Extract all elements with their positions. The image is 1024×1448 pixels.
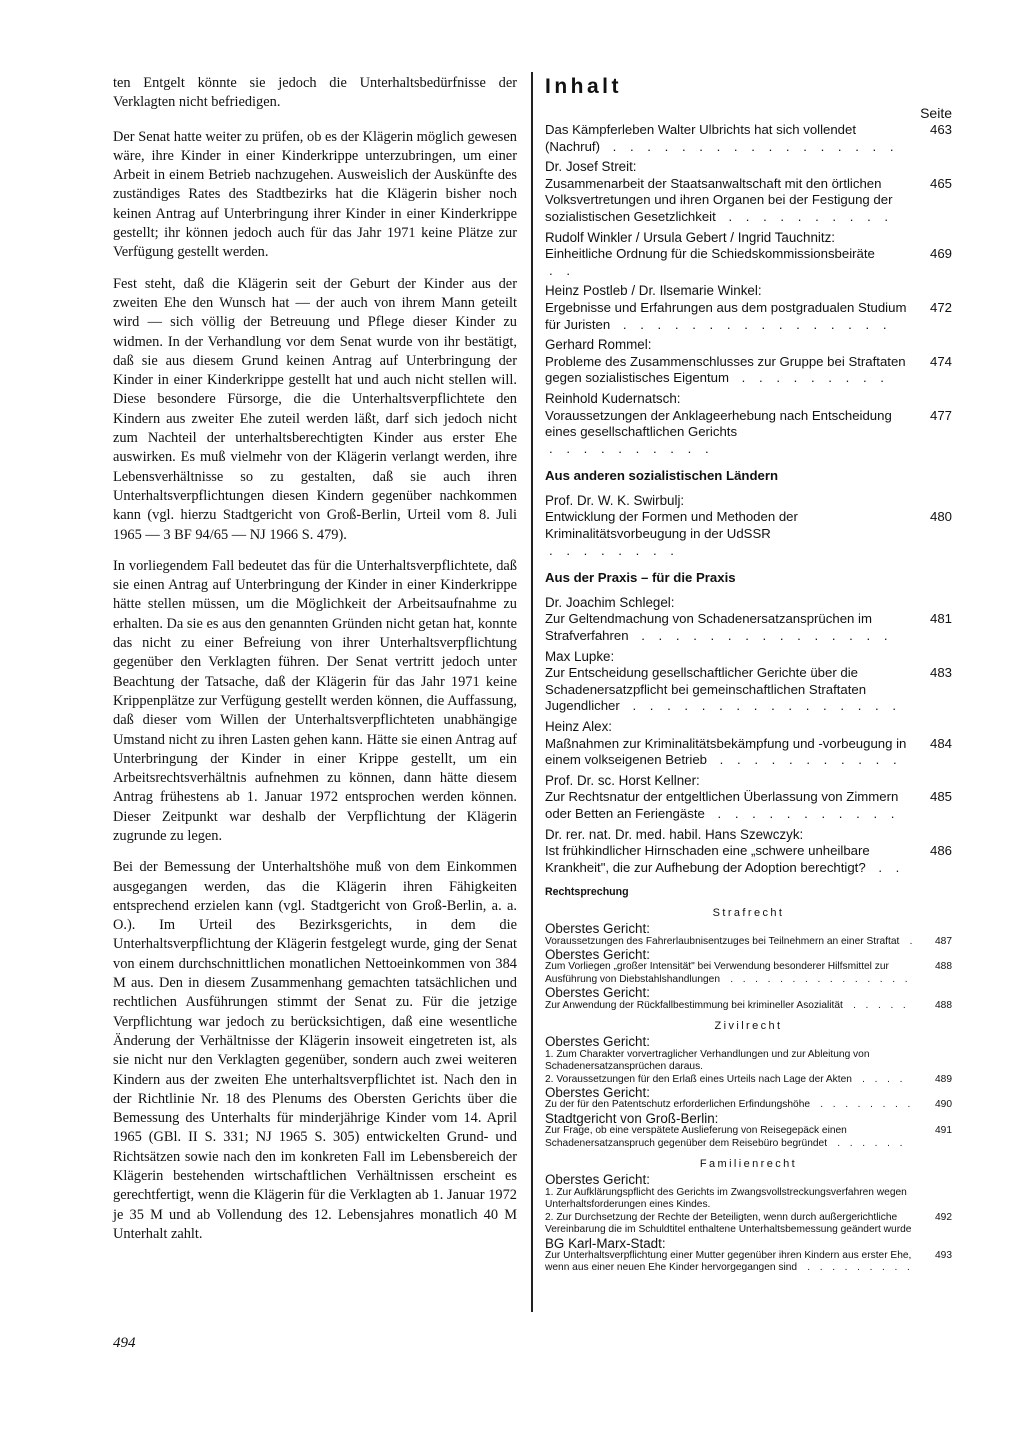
toc-entry-page: 488 xyxy=(935,999,952,1011)
toc-entry-page: 490 xyxy=(935,1099,952,1111)
toc-entry-title: Voraussetzungen der Anklageerhebung nach Entscheidung eines gesellschaftlichen Gerichts xyxy=(545,407,892,440)
toc-page-column-label: Seite xyxy=(920,105,952,121)
dot-leader: . . . . . . . . . . . . . . . . xyxy=(623,698,902,714)
toc-entry-author: Oberstes Gericht: xyxy=(545,921,650,937)
toc-entry-title-line xyxy=(545,246,952,279)
dot-leader: . . . . . . . . . . . . . . . xyxy=(724,973,911,985)
toc-entry xyxy=(545,827,952,877)
toc-entry-page: 484 xyxy=(929,735,952,751)
dot-leader: . . . . . . . . xyxy=(549,542,679,558)
toc-entry-author: Prof. Dr. W. K. Swirbulj: xyxy=(545,492,685,508)
toc-entry-author: Heinz Alex: xyxy=(545,719,612,734)
toc-zivilrecht-entries xyxy=(545,1036,952,1150)
toc-entry-title-line xyxy=(545,176,952,226)
toc-entry-author: Dr. Josef Streit: xyxy=(545,159,637,175)
toc-entry xyxy=(545,230,952,280)
toc-entry-page: 491 xyxy=(935,1125,952,1137)
toc-entry-title-line xyxy=(545,665,952,715)
paragraph: Bei der Bemessung der Unterhaltshöhe muß von dem Einkommen ausgegangen werden, das die Klägerin ihren Fähigkeiten entsprechend erzielen kann (vgl. Stadtgericht von Groß-Berlin, a. a. O.). Im Urteil des Bezirksgerichts, in dem die Unterhaltsverpflichtung der Klägerin festgelegt wurde, ging der Senat von einem durchschnittlichen monatlichen Nettoeinkommen von 384 M aus. Den in diesem Zusammenhang gemachten tatsächlichen und rechtlichen Ausführungen stimmt der Senat zu. Für die jetzige Verpflichtung war jedoch zu berücksichtigen, daß eine wesentliche Änderung der Verhältnisse der Klägerin insoweit eingetreten ist, als sie nicht nur den Verklagten gegenüber, sondern auch zwei weiteren Kindern aus der zweiten Ehe unterhaltsverpflichtet ist. Nach den in der Richtlinie Nr. 18 des Plenums des Obersten Gerichts über die Bemessung des Unterhalts für minderjährige Kinder vom 14. April 1965 (GBl. II S. 331; NJ 1965 S. 305) entwickelten Grund- und Richtsätzen sowie nach den im konkreten Fall im Lebensbereich der Klägerin bestehenden wirtschaftlichen Verhältnissen erscheint es gerechtfertigt, wenn die Klägerin für die Verklagten ab 1. Januar 1972 je 35 M und ab Vollendung des 12. Lebensjahres monatlich 40 M Unterhalt zahlt. xyxy=(113,859,517,1242)
dot-leader: . . . . xyxy=(855,1073,906,1085)
section-heading-rechtsprechung: Rechtsprechung xyxy=(545,886,629,899)
toc-entry xyxy=(545,493,952,559)
toc-entry-page: 493 xyxy=(935,1249,952,1261)
toc-entry xyxy=(545,946,952,986)
toc-entry-title-line xyxy=(545,961,952,986)
toc-entry-title-line xyxy=(545,1125,952,1150)
toc-entry-page: 486 xyxy=(929,843,952,859)
toc-entry xyxy=(545,122,952,155)
toc-entry-title: 1. Zur Aufklärungspflicht des Gerichts im Zwangsvollstreckungsverfahren wegen Unterhaltsforderungen eines Kindes. xyxy=(545,1186,907,1211)
dot-leader: . . . . . xyxy=(846,999,910,1011)
toc-entry-author: Dr. rer. nat. Dr. med. habil. Hans Szewczyk: xyxy=(545,826,804,842)
toc-entry-author: Heinz Postleb / Dr. Ilsemarie Winkel: xyxy=(545,283,762,299)
toc-entry-author: Oberstes Gericht: xyxy=(545,1085,650,1101)
toc-entry-title-line xyxy=(545,789,952,822)
toc-entry-title: Zum Vorliegen „großer Intensität" bei Verwendung besonderer Hilfsmittel zur Ausführung von Diebstahlshandlungen xyxy=(545,961,889,985)
toc-entry-author: Gerhard Rommel: xyxy=(545,337,652,353)
toc-entry xyxy=(545,1110,952,1150)
dot-leader: . . . . . . . . . . xyxy=(549,440,714,456)
toc-entry-author: Rudolf Winkler / Ursula Gebert / Ingrid Tauchnitz: xyxy=(545,229,836,245)
subheading-zivilrecht: Zivilrecht xyxy=(714,1020,783,1032)
toc-entry-page: 477 xyxy=(929,407,952,423)
toc-entry-page: 472 xyxy=(929,299,952,315)
toc-entry-title: Ergebnisse und Erfahrungen aus dem postgradualen Studium für Juristen xyxy=(545,299,907,332)
dot-leader: . . . . . . . . xyxy=(814,1099,914,1111)
dot-leader: . . xyxy=(869,859,905,875)
toc-laender-entries xyxy=(545,493,952,559)
toc-entry-title-line xyxy=(545,736,952,769)
section-heading-laender: Aus anderen sozialistischen Ländern xyxy=(545,468,779,484)
toc-entry-title: Einheitliche Ordnung für die Schiedskommissionsbeiräte xyxy=(545,246,875,262)
column-divider xyxy=(531,72,533,1312)
toc-entry xyxy=(545,1087,952,1112)
toc-entry-title-line xyxy=(545,300,952,333)
toc-entry-author: Oberstes Gericht: xyxy=(545,985,650,1001)
toc-entry-page: 481 xyxy=(929,611,952,627)
paragraph: In vorliegendem Fall bedeutet das für die Unterhaltsverpflichtete, daß sie einen Antrag auf Unterbringung der Kinder in einer Kinderkrippe hätte stellen müssen, um die Möglichkeit der Arbeitsaufnahme zu erhalten. Da sie es aus den genannten Gründen nicht getan hat, konnte das nicht zu einer Befreiung von ihrer Unterhaltsverpflichtung gegenüber den Verklagten führen. Der Senat vertritt jedoch unter Beachtung der Tatsache, daß der Klägerin für das Jahr 1971 keine Krippenplätze zur Verfügung gestellt werden können, die Auffassung, daß dieser vom Willen der Unterhaltsverpflichteten unabhängige Umstand nicht zu ihren Lasten gehen kann. Hätte sie einen Antrag auf Unterbringung der Kinder in einer Krippe gestellt, um ein Arbeitsrechtsverhältnis aufnehmen zu können, dann hätte diesem Antrag frühestens ab 1. Januar 1972 entsprochen werden können. Dieser Zeitpunkt war deshalb der Verpflichtung der Klägerin zugrunde zu legen. xyxy=(113,557,517,844)
dot-leader xyxy=(911,1224,915,1235)
toc-entry-title-line xyxy=(545,1000,952,1012)
toc-entry-author: Prof. Dr. sc. Horst Kellner: xyxy=(545,772,700,788)
toc-entry-title-line xyxy=(545,1099,952,1111)
toc-entry-author: Max Lupke: xyxy=(545,648,615,664)
toc-entry-page: 469 xyxy=(929,246,952,262)
subheading-strafrecht: Strafrecht xyxy=(712,906,785,919)
court-decision-text xyxy=(113,74,517,1256)
toc-entry-title: Maßnahmen zur Kriminalitätsbekämpfung und -vorbeugung in einem volkseigenen Betrieb xyxy=(545,735,907,768)
toc-entry xyxy=(545,159,952,225)
paragraph: Fest steht, daß die Klägerin seit der Geburt der Kinder aus der zweiten Ehe den Wunsch hat — der auch von ihrem Mann geteilt wird — sich völlig der Betreuung und Pflege dieser Kinder zu widmen. In der Verhandlung vor dem Senat wurde von ihr bestätigt, daß sie aus diesem Grund keinen Antrag auf Unterbringung der Kinder in einer Kinderkrippe gestellt hat und auch nicht stellen will. Diese besondere Fürsorge, die die Unterhaltsverpflichtete den Kindern aus zweiter Ehe zuteil werden läßt, darf sich jedoch nicht zum Nachteil der unterhaltsberechtigten Kinder aus erster Ehe auswirken. Es muß vielmehr von der Klägerin verlangt werden, ihre Lebensverhältnisse so zu gestalten, daß sie auch ihren Unterhaltsverpflichtungen diesen Kindern gegenüber nachkommen kann (vgl. hierzu Stadtgericht von Groß-Berlin, Urteil vom 8. Juli 1965 — 3 BF 94/65 — NJ 1966 S. 479). xyxy=(113,275,517,543)
toc-entry-author: Dr. Joachim Schlegel: xyxy=(545,594,675,610)
toc-entry-title: Zur Unterhaltsverpflichtung einer Mutter gegenüber ihren Kindern aus erster Ehe, wenn aus einer neuen Ehe Kinder hervorgegangen sind xyxy=(545,1249,912,1274)
table-of-contents xyxy=(545,72,952,1276)
toc-entry-author: Stadtgericht von Groß-Berlin: xyxy=(545,1110,719,1126)
toc-entry-author: Oberstes Gericht: xyxy=(545,1034,650,1050)
dot-leader: . . . . . . . . . . xyxy=(719,208,894,224)
toc-entry-page: 488 xyxy=(935,961,952,973)
toc-entry xyxy=(545,773,952,823)
dot-leader: . xyxy=(903,935,916,947)
toc-familienrecht-entries xyxy=(545,1174,952,1274)
dot-leader: . . xyxy=(549,262,575,278)
toc-entry-title: Zur Anwendung der Rückfallbestimmung bei krimineller Asozialität xyxy=(545,999,843,1011)
dot-leader: . . . . . . . . . . . xyxy=(708,805,900,821)
toc-entry xyxy=(545,987,952,1012)
toc-entry-title: Probleme des Zusammenschlusses zur Gruppe bei Straftaten gegen sozialistisches Eigentum xyxy=(545,353,906,386)
toc-entry xyxy=(545,649,952,715)
toc-entry-page: 480 xyxy=(929,509,952,525)
toc-entry-author: Reinhold Kudernatsch: xyxy=(545,390,681,406)
toc-entry-title-line xyxy=(545,408,952,458)
toc-entry-page: 485 xyxy=(929,789,952,805)
toc-entry-title-line xyxy=(545,1212,952,1237)
section-heading-praxis: Aus der Praxis – für die Praxis xyxy=(545,570,736,586)
toc-entry xyxy=(545,1036,952,1086)
toc-entry-title: Zu der für den Patentschutz erforderlichen Erfindungshöhe xyxy=(545,1099,811,1111)
toc-entry-title: Zur Entscheidung gesellschaftlicher Gerichte über die Schadenersatzpflicht bei gemeinschaftlichen Straftaten Jugendlicher xyxy=(545,665,867,714)
toc-entry-title: Das Kämpferleben Walter Ulbrichts hat sich vollendet (Nachruf) xyxy=(545,122,857,154)
dot-leader: . . . . . . . . . xyxy=(733,370,889,386)
toc-entry-title: 2. Voraussetzungen für den Erlaß eines Urteils nach Lage der Akten xyxy=(545,1073,852,1085)
toc-entry-page: 483 xyxy=(929,665,952,681)
toc-entry-page: 492 xyxy=(935,1211,952,1223)
toc-entry-title-line xyxy=(545,509,952,559)
toc-entry-page: 489 xyxy=(935,1073,952,1085)
toc-entry-author: Oberstes Gericht: xyxy=(545,946,650,962)
toc-entry-page: 465 xyxy=(929,175,952,191)
dot-leader: . . . . . . . . . . . . . . . . xyxy=(614,316,892,332)
paragraph: ten Entgelt könnte sie jedoch die Unterhaltsbedürfnisse der Verklagten nicht befriedigen. xyxy=(113,75,517,111)
toc-entry-title-line xyxy=(545,1049,952,1074)
toc-entry-title-line xyxy=(545,1187,952,1212)
toc-title: Inhalt xyxy=(545,75,622,98)
toc-entry xyxy=(545,1235,952,1275)
dot-leader: . . . . . . . . . . . . . . . xyxy=(632,628,893,644)
toc-entry-title: Zur Geltendmachung von Schadenersatzansprüchen im Strafverfahren xyxy=(545,611,872,644)
toc-entry-author: Oberstes Gericht: xyxy=(545,1172,650,1188)
toc-entry-title-line xyxy=(545,354,952,387)
toc-entry xyxy=(545,337,952,387)
page-number: 494 xyxy=(113,1335,136,1351)
toc-entry-title: Ist frühkindlicher Hirnschaden eine „schwere unheilbare Krankheit", die zur Aufhebung der Adoption berechtigt? xyxy=(545,843,870,875)
toc-entry-author: BG Karl-Marx-Stadt: xyxy=(545,1235,666,1251)
toc-entry-title: Entwicklung der Formen und Methoden der Kriminalitätsvorbeugung in der UdSSR xyxy=(545,509,798,542)
toc-entry-page: 487 xyxy=(935,935,952,947)
toc-entry xyxy=(545,923,952,948)
dot-leader: . . . . . . xyxy=(831,1137,906,1149)
dot-leader: . . . . . . . . . xyxy=(801,1262,914,1274)
dot-leader: . . . . . . . . . . . . . . . . . xyxy=(603,138,899,154)
toc-entry-title: 2. Zur Durchsetzung der Rechte der Beteiligten, wenn durch außergerichtliche Vereinbarung die im Schuldtitel enthaltene Unterhaltsbemessung geändert wurde xyxy=(545,1211,912,1236)
toc-entry-title-line xyxy=(545,122,952,155)
toc-entry xyxy=(545,1174,952,1236)
toc-entry xyxy=(545,391,952,457)
toc-entry xyxy=(545,595,952,645)
toc-entry-title-line xyxy=(545,611,952,644)
toc-entry-page: 474 xyxy=(929,353,952,369)
toc-strafrecht-entries xyxy=(545,923,952,1012)
rechtsprechung-section xyxy=(545,886,952,1274)
toc-main-entries xyxy=(545,122,952,457)
toc-entry-title-line xyxy=(545,1250,952,1275)
toc-entry-title: Zur Frage, ob eine verspätete Auslieferung von Reisegepäck einen Schadenersatzanspruch gegenüber dem Reisebüro begründet xyxy=(545,1125,847,1149)
subheading-familienrecht: Familienrecht xyxy=(699,1158,798,1171)
toc-entry-title-line xyxy=(545,843,952,876)
toc-praxis-entries xyxy=(545,595,952,877)
toc-entry-page: 463 xyxy=(929,122,952,137)
toc-entry-title: Zur Rechtsnatur der entgeltlichen Überlassung von Zimmern oder Betten an Feriengäste xyxy=(545,789,899,821)
toc-entry-title: 1. Zum Charakter vorvertraglicher Verhandlungen und zur Ableitung von Schadenersatzansprüchen daraus. xyxy=(545,1048,870,1073)
toc-entry xyxy=(545,283,952,333)
dot-leader: . . . . . . . . . . . xyxy=(711,752,902,768)
toc-entry-title: Zusammenarbeit der Staatsanwaltschaft mit den örtlichen Volksvertretungen und ihren Organen bei der Festigung der sozialistischen Gesetzlichkeit xyxy=(545,175,893,224)
toc-entry xyxy=(545,719,952,769)
paragraph: Der Senat hatte weiter zu prüfen, ob es der Klägerin möglich gewesen wäre, ihre Kinder in einer Kinderkrippe unterzubringen, um einer Arbeit in einem Betrieb nachzugehen. Ausweislich der Auskünfte des zuständiges Rates des Stadtbezirks hat die Klägerin bisher noch keinen Antrag auf Unterbringung ihrer Kinder in einer Kinderkrippe gestellt; ihr können jedoch auch für das Jahr 1971 keine Plätze zur Verfügung gestellt werden. xyxy=(113,128,517,261)
toc-entry-title: Voraussetzungen des Fahrerlaubnisentzuges bei Teilnehmern an einer Straftat xyxy=(545,935,900,947)
